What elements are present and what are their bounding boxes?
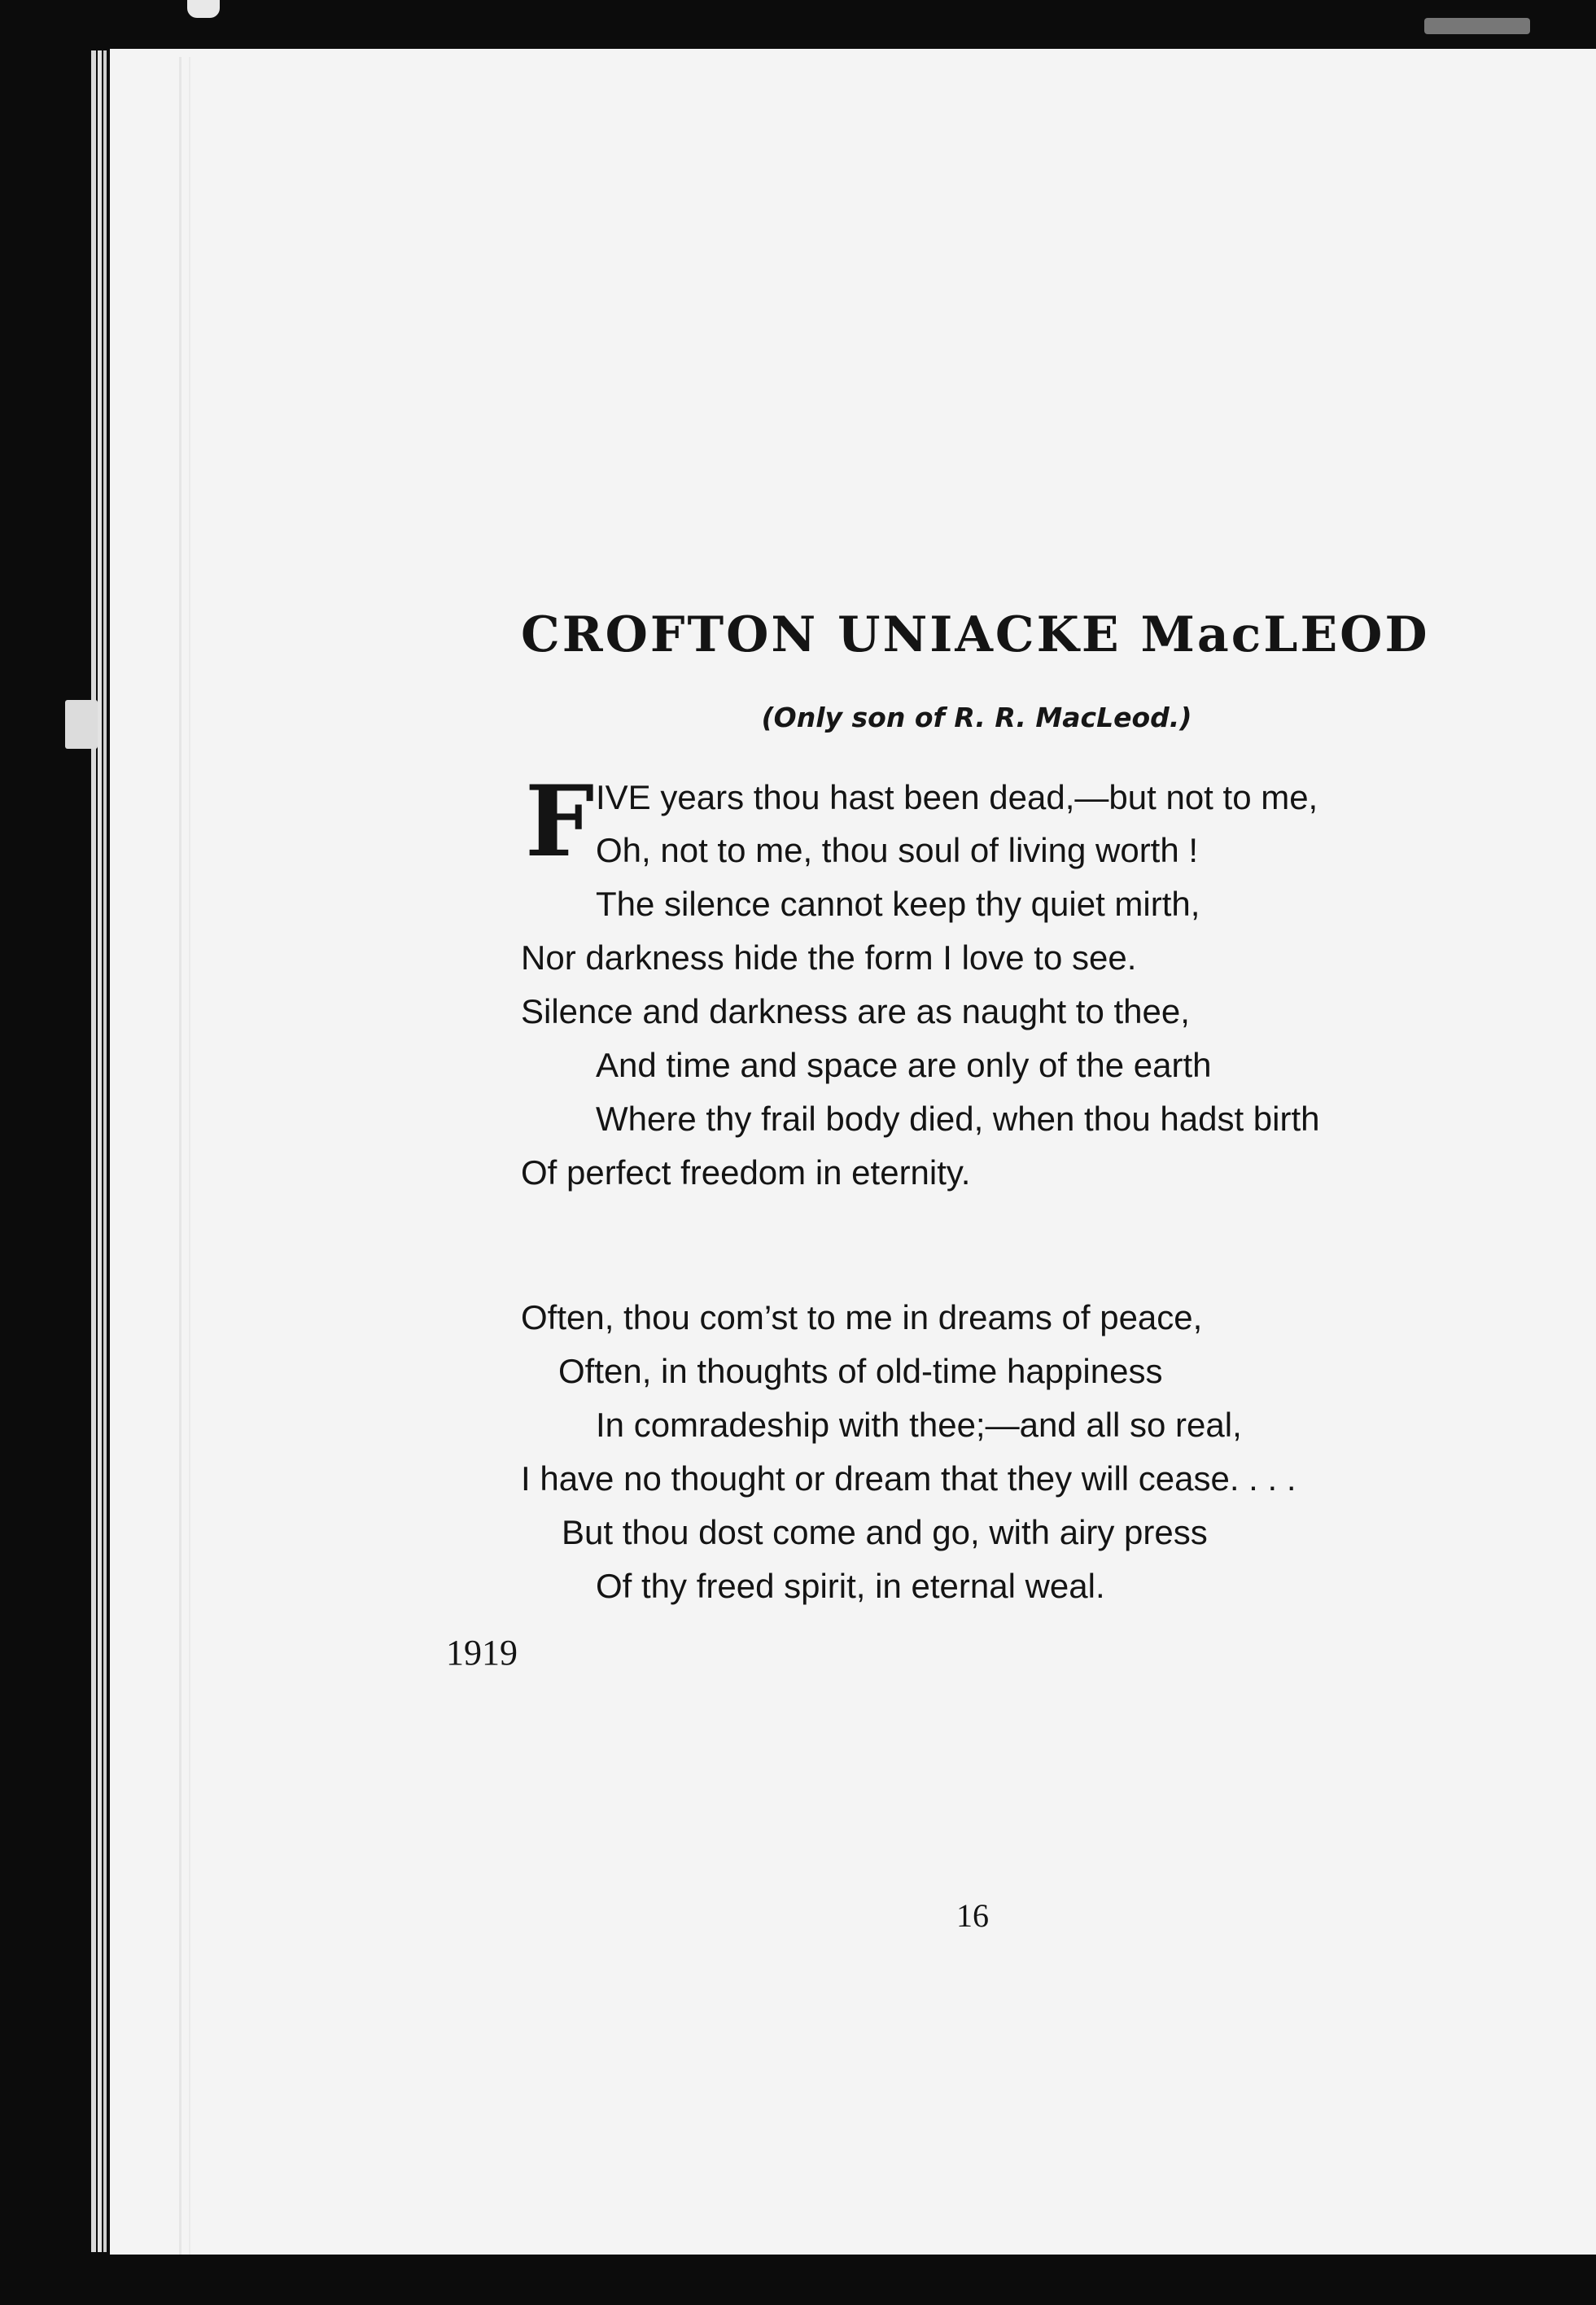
stanza1-line-3: The silence cannot keep thy quiet mirth, [596, 885, 1200, 923]
stanza2-line-2: Often, in thoughts of old-time happiness [558, 1352, 1163, 1390]
page-edge [98, 50, 102, 2252]
stanza1-line-4: Nor darkness hide the form I love to see. [521, 938, 1137, 977]
stanza1-line-5: Silence and darkness are as naught to thee, [521, 992, 1190, 1030]
page-edge [91, 50, 96, 2252]
page-edge [189, 57, 190, 2255]
stanza1-line-8: Of perfect freedom in eternity. [521, 1153, 971, 1192]
page-edge [103, 50, 107, 2252]
stanza2-line-4: I have no thought or dream that they will cease. . . . [521, 1459, 1296, 1498]
poem-year: 1919 [446, 1633, 518, 1673]
poem-title: CROFTON UNIACKE MacLEOD [521, 606, 1430, 663]
scan-speck [187, 0, 220, 18]
stanza1-line-6: And time and space are only of the earth [596, 1046, 1212, 1084]
stanza2-line-6: Of thy freed spirit, in eternal weal. [596, 1567, 1105, 1605]
stanza2-line-1: Often, thou com’st to me in dreams of peace, [521, 1298, 1203, 1336]
stanza2-line-3: In comradeship with thee;—and all so real, [596, 1406, 1242, 1444]
poem-subtitle: (Only son of R. R. MacLeod.) [761, 702, 1192, 733]
stanza2-line-5: But thou dost come and go, with airy press [562, 1513, 1208, 1551]
binding-tab [65, 700, 98, 749]
stanza1-line-7: Where thy frail body died, when thou hadst birth [596, 1100, 1320, 1138]
scan-smudge [1424, 18, 1530, 34]
page-number: 16 [956, 1897, 989, 1934]
stanza1-line-1: IVE years thou hast been dead,—but not to me, [596, 778, 1318, 816]
drop-cap: F [525, 764, 595, 879]
stanza1-line-2: Oh, not to me, thou soul of living worth ! [596, 831, 1199, 869]
page-sheet [110, 49, 1596, 2255]
page-edge [179, 57, 181, 2255]
